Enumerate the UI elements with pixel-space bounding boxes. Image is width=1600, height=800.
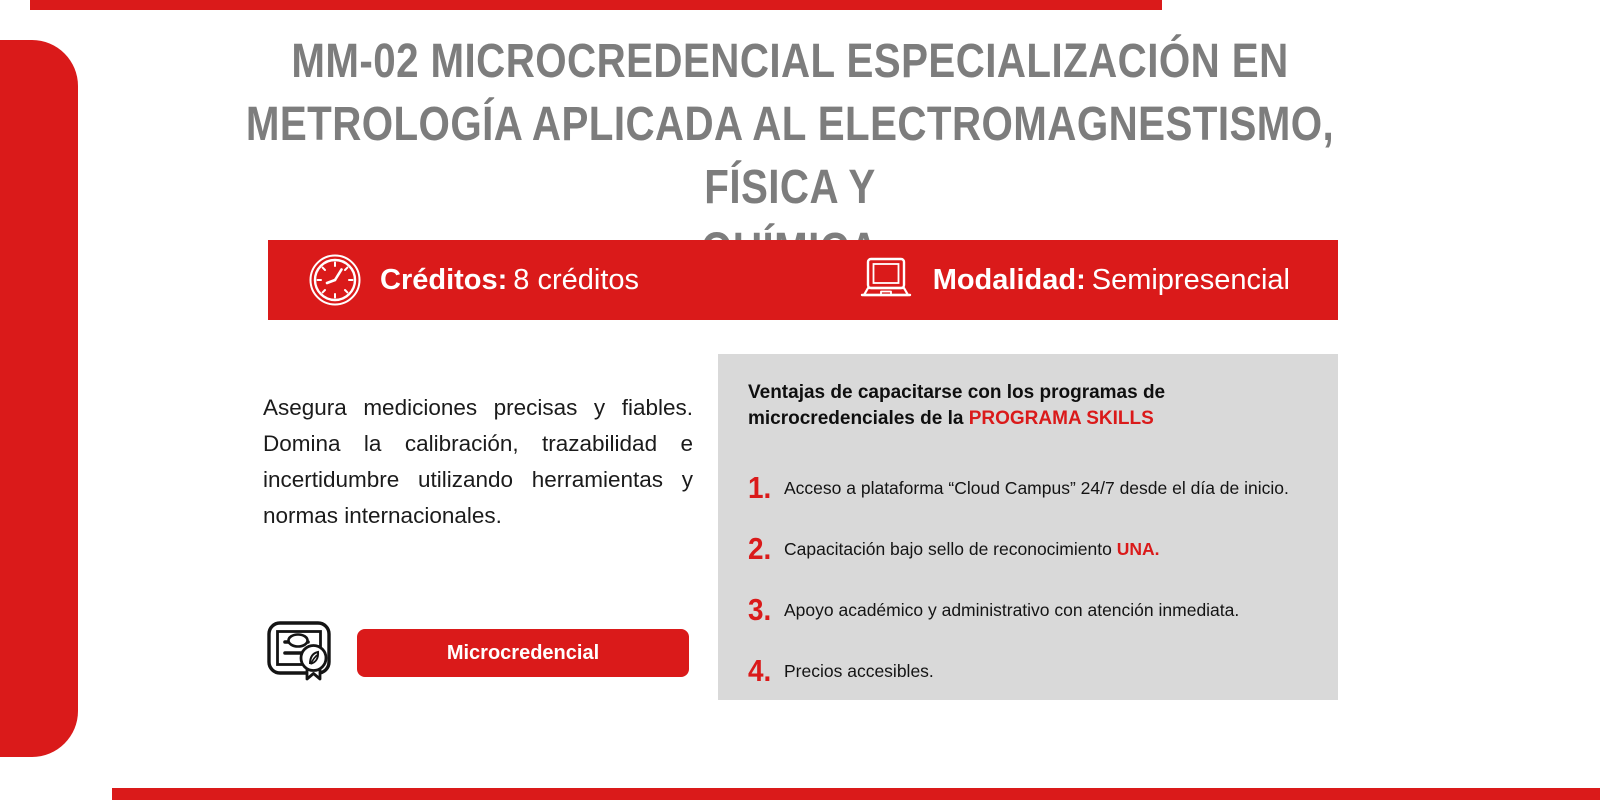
- item-text-main: Precios accesibles.: [784, 660, 934, 681]
- bottom-red-strip: [112, 788, 1600, 800]
- credits-value: 8 créditos: [513, 263, 640, 296]
- credits-label: Créditos:: [380, 263, 508, 296]
- top-red-strip: [30, 0, 1162, 10]
- item-number: 3.: [748, 592, 772, 627]
- advantages-heading-text: Ventajas de capacitarse con los programas de microcredenciales de la: [748, 382, 1166, 429]
- modality-text: [933, 264, 1290, 297]
- list-item: [748, 529, 1308, 569]
- title-line-1: MM-02 MICROCREDENCIAL ESPECIALIZACIÓN EN: [291, 35, 1289, 88]
- certificate-icon: [266, 616, 336, 689]
- microcredencial-button-label: Microcredencial: [446, 641, 600, 664]
- item-text-main: Apoyo académico y administrativo con atención inmediata.: [784, 599, 1240, 620]
- left-red-shape: [0, 40, 78, 757]
- item-number: 2.: [748, 531, 772, 566]
- info-banner: [268, 240, 1338, 320]
- item-text-highlight: UNA.: [1116, 538, 1160, 559]
- item-text: [784, 478, 1289, 499]
- modality-value: Semipresencial: [1091, 263, 1290, 296]
- item-text-main: Capacitación bajo sello de reconocimiento: [784, 538, 1117, 559]
- credits-group: [308, 253, 639, 307]
- item-text: [784, 600, 1239, 621]
- advantages-heading-highlight: PROGRAMA SKILLS: [968, 408, 1154, 429]
- modality-group: [857, 256, 1290, 304]
- credits-text: [380, 264, 639, 297]
- advantages-list: [748, 468, 1308, 691]
- title-line-2: METROLOGÍA APLICADA AL ELECTROMAGNESTISMO, FÍSICA Y: [245, 98, 1335, 214]
- course-description: Asegura mediciones precisas y fiables. Domina la calibración, trazabilidad e incertidumbre utilizando herramientas y normas internacionales.: [263, 395, 693, 528]
- microcredencial-button[interactable]: [357, 629, 689, 677]
- advantages-panel: [718, 354, 1338, 700]
- item-text: [784, 539, 1159, 560]
- laptop-icon: [857, 256, 915, 304]
- modality-label: Modalidad:: [932, 263, 1086, 296]
- item-text-main: Acceso a plataforma “Cloud Campus” 24/7 desde el día de inicio.: [784, 477, 1289, 498]
- item-number: 1.: [748, 470, 772, 505]
- item-number: 4.: [748, 653, 772, 688]
- item-text: [784, 661, 934, 682]
- list-item: [748, 468, 1308, 508]
- advantages-heading: [748, 380, 1323, 432]
- clock-icon: [308, 253, 362, 307]
- list-item: [748, 651, 1308, 691]
- list-item: [748, 590, 1308, 630]
